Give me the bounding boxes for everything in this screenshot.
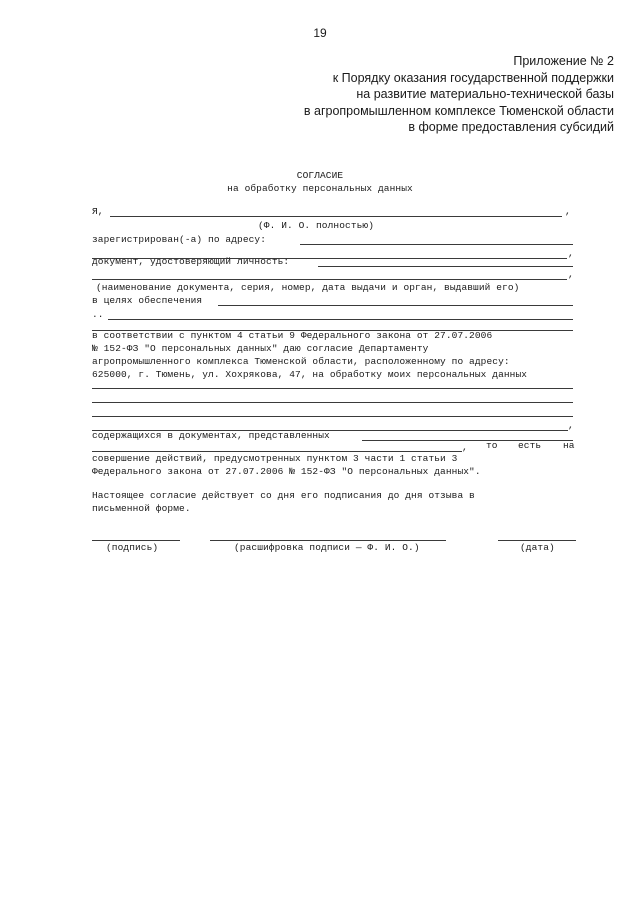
- signature-decoding-field[interactable]: [210, 540, 446, 541]
- form-title: СОГЛАСИЕ: [296, 170, 344, 181]
- appendix-line: Приложение № 2: [513, 54, 614, 68]
- appendix-line: в форме предоставления субсидий: [408, 120, 614, 134]
- appendix-header: [194, 53, 614, 136]
- appendix-line: к Порядку оказания государственной поддержки: [332, 70, 614, 85]
- data-field-3[interactable]: [92, 416, 573, 417]
- dots: ..: [92, 309, 104, 320]
- signature-field[interactable]: [92, 540, 180, 541]
- ya-label: Я,: [92, 206, 104, 217]
- actions-line: совершение действий, предусмотренных пунктом 3 части 1 статьи 3: [92, 453, 458, 464]
- document-caption: (наименование документа, серия, номер, дата выдачи и орган, выдавший его): [96, 282, 520, 293]
- purpose-field-1[interactable]: [218, 305, 573, 306]
- body-line: № 152-ФЗ "О персональных данных" даю согласие Департаменту: [92, 343, 429, 354]
- document-label: документ, удостоверяющий личность:: [92, 256, 290, 267]
- purpose-label: в целях обеспечения: [92, 295, 203, 306]
- form-subtitle: на обработку персональных данных: [227, 183, 413, 194]
- purpose-field-2[interactable]: [108, 319, 573, 320]
- registered-label: зарегистрирован(-а) по адресу:: [92, 234, 267, 245]
- submitted-to-field-2[interactable]: [92, 451, 462, 452]
- page-number: 19: [313, 26, 327, 40]
- body-line: 625000, г. Тюмень, ул. Хохрякова, 47, на обработку моих персональных данных: [92, 369, 528, 380]
- address-field-1[interactable]: [300, 244, 573, 245]
- decoding-caption: (расшифровка подписи — Ф. И. О.): [234, 542, 420, 553]
- validity-line: Настоящее согласие действует со дня его подписания до дня отзыва в: [92, 490, 475, 501]
- body-line: агропромышленного комплекса Тюменской области, расположенному по адресу:: [92, 356, 510, 367]
- fio-field[interactable]: [110, 216, 562, 217]
- appendix-line: на развитие материально-технической базы: [356, 87, 614, 101]
- date-caption: (дата): [520, 542, 555, 553]
- comma: ,: [568, 420, 574, 431]
- word-est: есть: [518, 440, 542, 451]
- document-field-1[interactable]: [318, 266, 573, 267]
- contained-label: содержащихся в документах, представленных: [92, 430, 330, 441]
- appendix-line: в агропромышленном комплексе Тюменской области: [303, 103, 614, 118]
- signature-caption: (подпись): [106, 542, 159, 553]
- word-to: то: [486, 440, 498, 451]
- comma: ,: [568, 269, 574, 280]
- submitted-to-field-1[interactable]: [362, 440, 573, 441]
- data-field-1[interactable]: [92, 388, 573, 389]
- document-field-2[interactable]: [92, 279, 567, 280]
- body-line: в соответствии с пунктом 4 статьи 9 Федерального закона от 27.07.2006: [92, 330, 493, 341]
- comma: ,: [565, 206, 571, 217]
- comma: ,: [568, 248, 574, 259]
- actions-line: Федерального закона от 27.07.2006 № 152-ФЗ "О персональных данных".: [92, 466, 481, 477]
- word-na: на: [563, 440, 575, 451]
- fio-caption: (Ф. И. О. полностью): [258, 220, 375, 231]
- date-field[interactable]: [498, 540, 576, 541]
- data-field-2[interactable]: [92, 402, 573, 403]
- validity-line: письменной форме.: [92, 503, 191, 514]
- comma: ,: [462, 442, 468, 453]
